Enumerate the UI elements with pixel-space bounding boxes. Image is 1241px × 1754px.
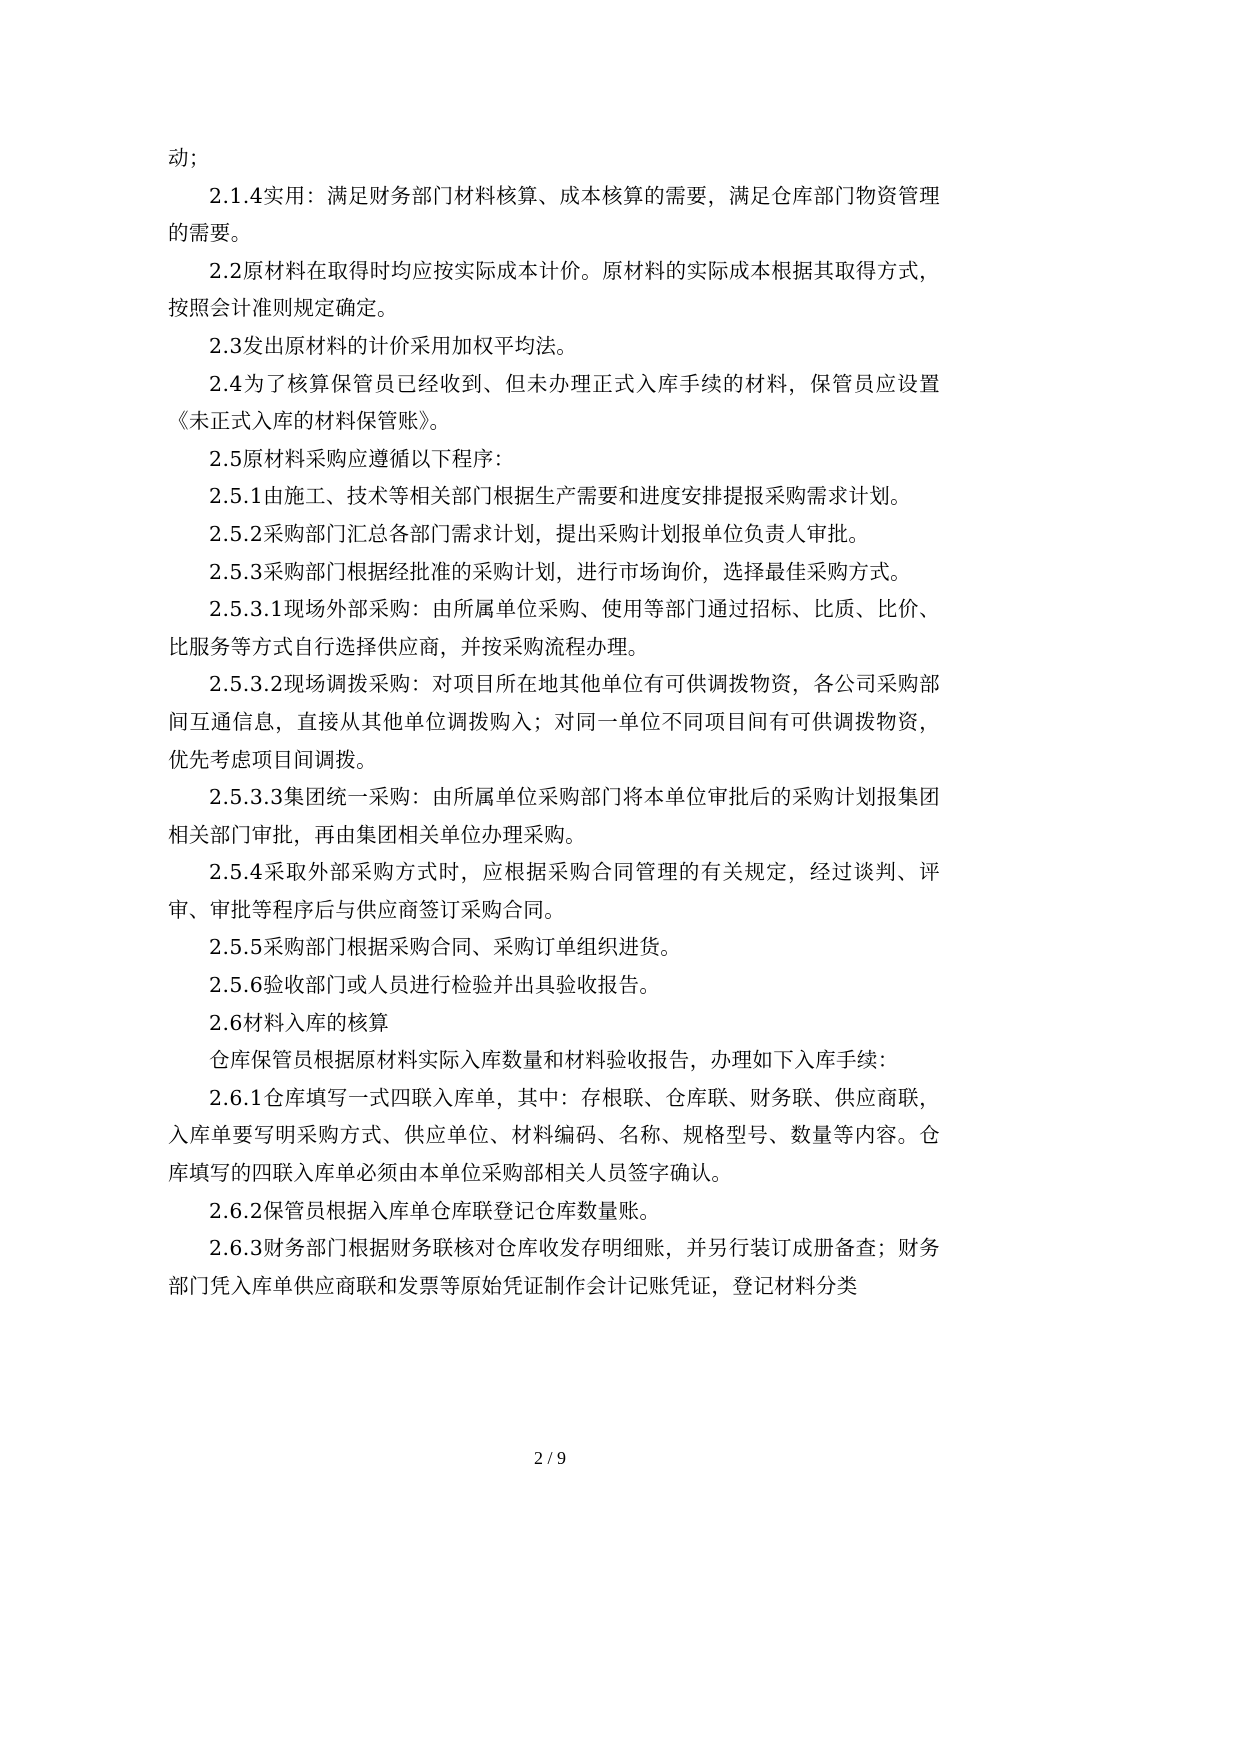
- paragraph: 2.5.2采购部门汇总各部门需求计划，提出采购计划报单位负责人审批。: [209, 521, 870, 546]
- paragraph: 2.5.3.3集团统一采购：由所属单位采购部门将本单位审批后的采购计划报集团相关部门审批，再由集团相关单位办理采购。: [168, 785, 940, 847]
- paragraph: 2.1.4实用：满足财务部门材料核算、成本核算的需要，满足仓库部门物资管理的需要。: [168, 183, 940, 246]
- paragraph: 2.6.2保管员根据入库单仓库联登记仓库数量账。: [209, 1198, 661, 1223]
- paragraph: 2.5.4采取外部采购方式时，应根据采购合同管理的有关规定，经过谈判、评审、审批等程序后与供应商签订采购合同。: [168, 860, 940, 922]
- paragraph: 2.2原材料在取得时均应按实际成本计价。原材料的实际成本根据其取得方式，按照会计准则规定确定。: [168, 258, 940, 321]
- paragraph: 2.6.3财务部门根据财务联核对仓库收发存明细账，并另行装订成册备查；财务部门凭入库单供应商联和发票等原始凭证制作会计记账凭证，登记材料分类: [168, 1236, 940, 1298]
- paragraph: 2.3发出原材料的计价采用加权平均法。: [209, 333, 578, 358]
- paragraph: 2.5.3.2现场调拨采购：对项目所在地其他单位有可供调拨物资，各公司采购部间互通信息，直接从其他单位调拨购入；对同一单位不同项目间有可供调拨物资，优先考虑项目间调拨。: [168, 672, 940, 772]
- paragraph: 动；: [168, 146, 210, 170]
- paragraph: 2.5.6验收部门或人员进行检验并出具验收报告。: [209, 973, 661, 998]
- paragraph: 2.5.3.1现场外部采购：由所属单位采购、使用等部门通过招标、比质、比价、比服务等方式自行选择供应商，并按采购流程办理。: [168, 597, 940, 659]
- paragraph: 2.5.5采购部门根据采购合同、采购订单组织进货。: [209, 935, 682, 960]
- paragraph: 2.5.1由施工、技术等相关部门根据生产需要和进度安排提报采购需求计划。: [209, 484, 912, 509]
- section-heading: 2.6材料入库的核算: [209, 1010, 390, 1035]
- page-number: 2 / 9: [533, 1448, 566, 1468]
- paragraph: 2.6.1仓库填写一式四联入库单，其中：存根联、仓库联、财务联、供应商联，入库单要写明采购方式、供应单位、材料编码、名称、规格型号、数量等内容。仓库填写的四联入库单必须由本单位采购部相关人员签字确认。: [168, 1085, 940, 1186]
- paragraph: 2.4为了核算保管员已经收到、但未办理正式入库手续的材料，保管员应设置《未正式入库的材料保管账》。: [168, 371, 940, 434]
- paragraph: 仓库保管员根据原材料实际入库数量和材料验收报告，办理如下入库手续：: [209, 1048, 899, 1073]
- document-body: [168, 140, 940, 1305]
- paragraph: 2.5原材料采购应遵循以下程序：: [209, 446, 515, 471]
- paragraph: 2.5.3采购部门根据经批准的采购计划，进行市场询价，选择最佳采购方式。: [209, 559, 912, 584]
